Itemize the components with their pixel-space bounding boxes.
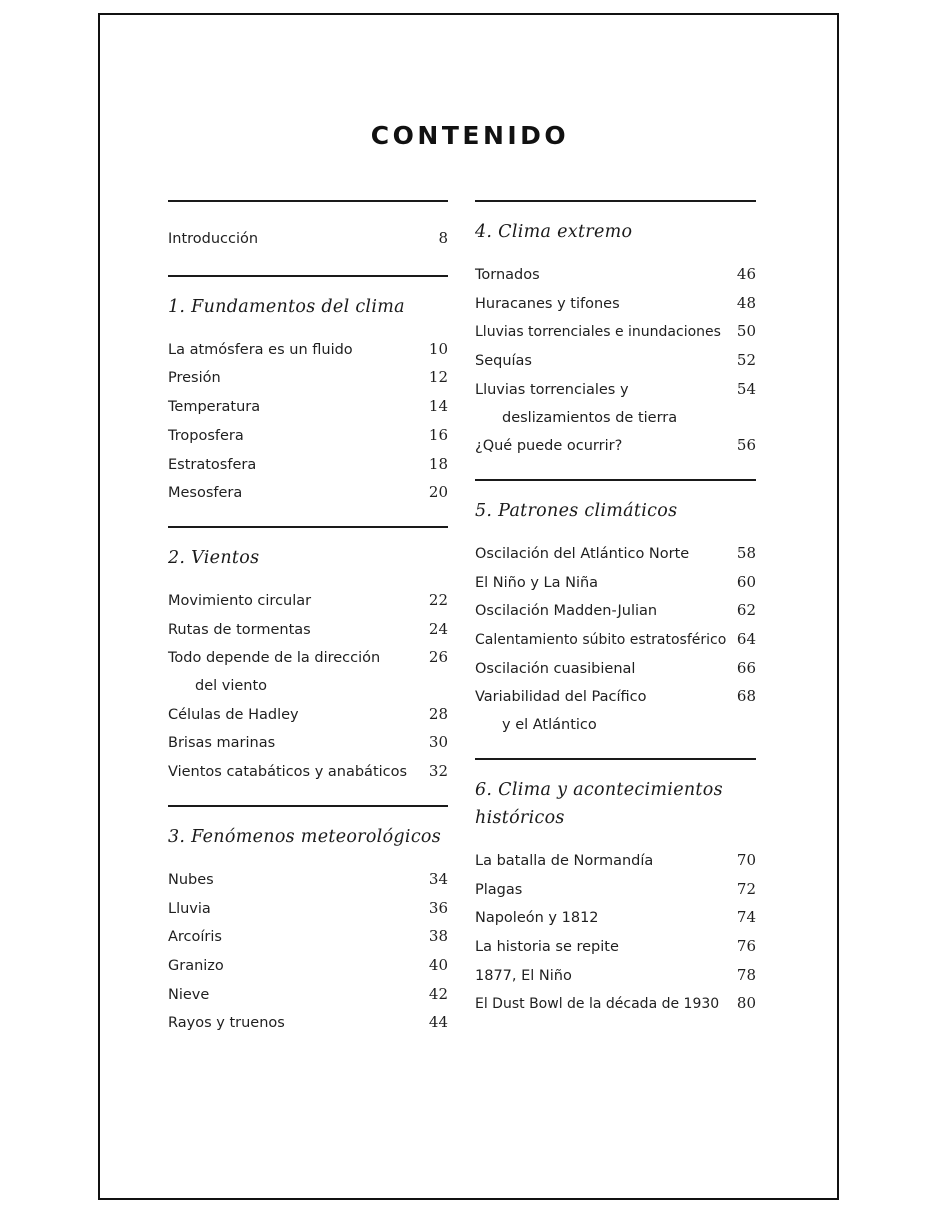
toc-section-title: 2. Vientos [168,547,260,568]
toc-entry[interactable] [475,847,756,876]
toc-entry[interactable] [168,758,448,787]
toc-entry[interactable] [168,336,448,365]
toc-entry[interactable] [168,866,448,895]
toc-entry-label: Mesosfera [168,485,243,502]
toc-entry-label-continuation: del viento [195,678,268,695]
toc-entry-label: Arcoíris [168,929,222,946]
toc-entry-label: Brisas marinas [168,735,276,752]
toc-entry-page: 48 [736,293,756,312]
toc-entry[interactable] [475,683,756,739]
toc-entry[interactable] [475,933,756,962]
toc-entry-list [475,261,756,461]
toc-entry[interactable] [475,540,756,569]
toc-entry-page: 34 [428,869,448,888]
toc-entry-page: 8 [438,229,448,247]
toc-entry[interactable] [168,923,448,952]
toc-entry-label: Oscilación Madden-Julian [475,603,658,620]
toc-entry-list [475,847,756,1019]
toc-entry-label: Lluvias torrenciales e inundaciones [475,324,721,341]
toc-entry-page: 70 [736,850,756,869]
toc-section-4 [475,200,756,461]
toc-entry-page: 52 [736,351,756,370]
toc-entry-label: Vientos catabáticos y anabáticos [168,764,408,781]
toc-entry-label: Oscilación del Atlántico Norte [475,545,690,562]
toc-entry-page: 58 [736,543,756,562]
toc-entry-page: 56 [736,436,756,455]
toc-entry[interactable] [475,432,756,461]
toc-entry-label-wrap [475,377,677,432]
toc-entry-list [475,540,756,740]
toc-entry-label: Sequías [475,353,532,370]
toc-entry-label: Nubes [168,871,214,888]
toc-entry[interactable] [168,616,448,645]
toc-entry-label: Rayos y truenos [168,1015,285,1032]
toc-entry-label: La batalla de Normandía [475,852,654,869]
toc-entry[interactable] [168,952,448,981]
toc-entry-label: Nieve [168,986,210,1003]
toc-entry[interactable] [168,393,448,422]
toc-entry-page: 62 [736,601,756,620]
toc-entry-page: 30 [428,733,448,752]
toc-entry[interactable] [475,655,756,684]
toc-entry[interactable] [475,318,756,347]
toc-entry[interactable] [475,990,756,1019]
toc-left-column [168,200,448,1056]
toc-entry-page: 46 [736,265,756,283]
toc-entry-list [168,866,448,1038]
toc-entry-page: 60 [736,572,756,591]
toc-entry-page: 24 [428,619,448,638]
toc-section-intro [168,200,448,254]
toc-entry-list [168,587,448,787]
toc-entry-page: 76 [736,936,756,955]
toc-entry-label: Oscilación cuasibienal [475,660,636,677]
toc-entry-page: 10 [428,339,448,358]
toc-entry-label-continuation: deslizamientos de tierra [502,409,678,426]
toc-entry[interactable] [168,644,448,700]
toc-entry-page: 50 [736,322,756,341]
toc-entry-page: 74 [736,908,756,927]
toc-section-title: 1. Fundamentos del clima [168,296,405,317]
toc-section-title: 6. Clima y acontecimientos históricos [475,779,723,828]
toc-section-title: 3. Fenómenos meteorológicos [168,826,442,847]
toc-entry-page: 26 [428,648,448,667]
toc-entry-label: Napoleón y 1812 [475,910,599,927]
toc-entry-page: 12 [428,368,448,387]
toc-entry[interactable] [475,876,756,905]
toc-entry-label: Variabilidad del Pacífico [475,689,647,706]
toc-entry[interactable] [475,347,756,376]
toc-entry-label: Células de Hadley [168,706,299,723]
toc-entry-label: 1877, El Niño [475,967,572,984]
toc-entry-page: 28 [428,704,448,723]
toc-entry-label-continuation: y el Atlántico [502,717,597,734]
toc-entry[interactable] [475,597,756,626]
toc-entry-label: Introducción [168,231,259,247]
toc-section-6 [475,758,756,1019]
toc-entry-label: Temperatura [168,399,261,416]
toc-entry[interactable] [168,895,448,924]
toc-entry-page: 16 [428,425,448,444]
toc-entry-label: Estratosfera [168,456,257,473]
toc-entry[interactable] [475,290,756,319]
toc-entry-label: El Niño y La Niña [475,574,599,591]
toc-entry-label: Troposfera [168,427,244,444]
toc-entry-page: 20 [428,483,448,502]
toc-entry[interactable] [168,422,448,451]
toc-entry-page: 44 [428,1013,448,1032]
toc-entry-page: 14 [428,397,448,416]
toc-entry[interactable] [168,1009,448,1038]
toc-entry-page: 36 [428,898,448,917]
toc-entry-label: Calentamiento súbito estratosférico [475,632,727,649]
toc-entry-label: Lluvias torrenciales y [475,381,629,398]
toc-entry-page: 32 [428,762,448,781]
toc-entry-page: 68 [736,687,756,706]
toc-entry[interactable] [168,701,448,730]
toc-entry-page: 54 [736,379,756,398]
toc-section-5 [475,479,756,740]
toc-entry[interactable] [168,981,448,1010]
toc-entry-label: Granizo [168,957,224,974]
toc-entry-label: Lluvia [168,900,211,917]
toc-entry-label: Tornados [475,267,540,283]
toc-entry-label: La historia se repite [475,938,619,955]
toc-entry-page: 42 [428,984,448,1003]
toc-entry-label: La atmósfera es un fluido [168,341,353,358]
toc-section-2 [168,526,448,787]
toc-entry[interactable] [475,626,756,655]
toc-entry[interactable] [168,729,448,758]
toc-entry[interactable] [475,904,756,933]
toc-entry-label: Presión [168,370,221,387]
toc-entry[interactable] [475,569,756,598]
toc-entry-label: Plagas [475,881,523,898]
toc-entry[interactable] [168,225,448,254]
toc-entry[interactable] [168,479,448,508]
toc-entry-label-wrap [168,645,380,700]
toc-entry[interactable] [168,451,448,480]
toc-entry-page: 38 [428,927,448,946]
toc-entry-label: ¿Qué puede ocurrir? [475,438,623,455]
toc-entry-page: 72 [736,879,756,898]
toc-entry-page: 78 [736,965,756,984]
toc-section-3 [168,805,448,1038]
toc-entry-page: 22 [428,590,448,609]
toc-entry-page: 66 [736,658,756,677]
toc-entry[interactable] [475,962,756,991]
toc-entry-list [168,225,448,254]
toc-section-title: 5. Patrones climáticos [475,500,678,521]
page-title: CONTENIDO [370,121,570,150]
toc-entry-label: Huracanes y tifones [475,295,620,312]
toc-right-column [475,200,756,1037]
toc-entry-page: 40 [428,955,448,974]
toc-section-title: 4. Clima extremo [475,222,633,242]
toc-entry-page: 18 [428,454,448,473]
toc-entry-list [168,336,448,508]
toc-entry-page: 80 [736,994,756,1013]
toc-entry-label: El Dust Bowl de la década de 1930 [475,996,720,1013]
toc-entry[interactable] [475,376,756,432]
toc-entry-page: 64 [736,630,756,649]
toc-entry-label-wrap [475,684,646,739]
toc-entry-label: Todo depende de la dirección [168,650,381,667]
toc-entry[interactable] [168,364,448,393]
toc-section-1 [168,275,448,508]
toc-entry-label: Rutas de tormentas [168,621,311,638]
toc-entry[interactable] [168,587,448,616]
toc-entry[interactable] [475,261,756,290]
toc-entry-label: Movimiento circular [168,592,312,609]
